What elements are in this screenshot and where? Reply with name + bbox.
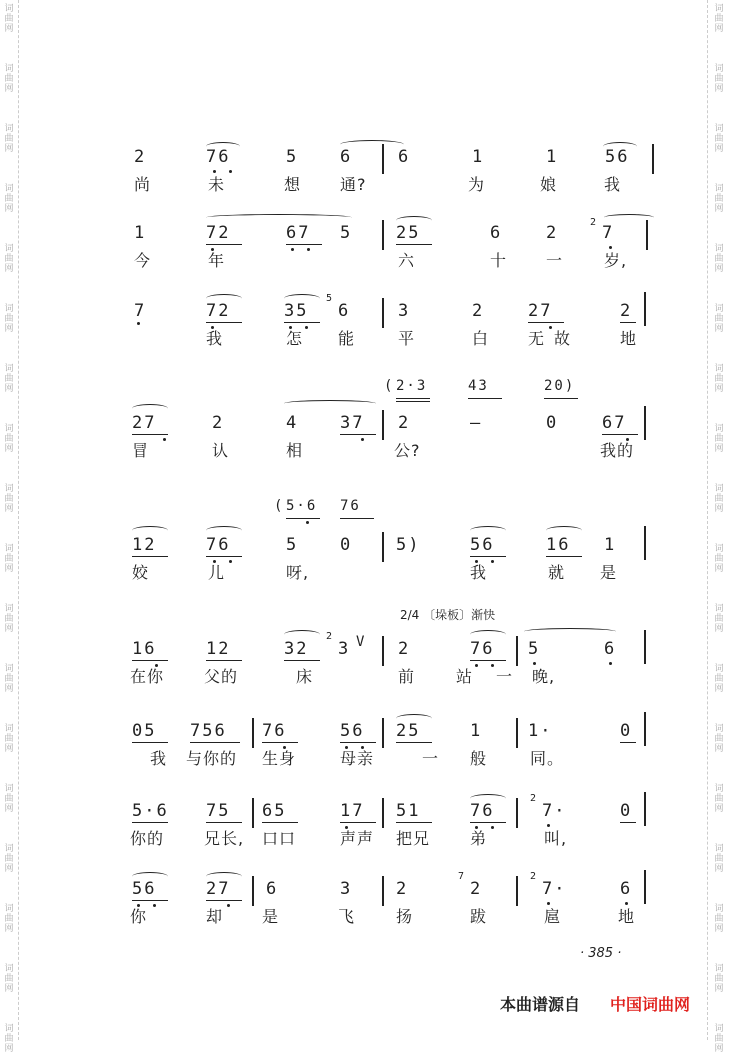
lyric: 怎 — [286, 329, 304, 348]
watermark-text: 词 曲 网 — [4, 604, 14, 634]
lyric: 扬 — [396, 907, 414, 926]
note: 25 — [396, 223, 421, 243]
lyric: 晚, — [532, 667, 556, 686]
note: 0 — [620, 721, 633, 741]
barline — [516, 718, 518, 748]
bracket-open: ( — [384, 378, 395, 394]
barline — [644, 792, 646, 826]
barline — [652, 144, 654, 174]
lyric: 扈 — [544, 907, 562, 926]
note: 1 — [134, 223, 147, 243]
note: 6 — [266, 879, 279, 899]
note: 2 — [396, 879, 409, 899]
lyric: 我 — [206, 329, 224, 348]
watermark-text: 词 曲 网 — [714, 604, 724, 634]
watermark-text: 词 曲 网 — [714, 724, 724, 754]
watermark-text: 词 曲 网 — [714, 4, 724, 34]
lyric: 呀, — [286, 563, 310, 582]
lyric: 我 — [470, 563, 488, 582]
bracket-open: ( — [274, 498, 285, 514]
watermark-text: 词 曲 网 — [714, 64, 724, 94]
lyric: 你的 — [130, 829, 165, 848]
note: 6 — [620, 879, 633, 899]
note: 5 — [528, 639, 541, 659]
lyric: 儿 — [208, 563, 226, 582]
watermark-text: 词 曲 网 — [4, 544, 14, 574]
note: 5 — [286, 147, 299, 167]
note: 3 — [338, 639, 351, 659]
note: 05 — [132, 721, 157, 741]
lyric: 未 — [208, 175, 226, 194]
barline — [252, 798, 254, 828]
watermark-text: 词 曲 网 — [714, 784, 724, 814]
note: 27 — [132, 413, 157, 433]
note: 0 — [340, 535, 353, 555]
watermark-text: 词 曲 网 — [4, 424, 14, 454]
watermark-text: 词 曲 网 — [4, 904, 14, 934]
note: 56 — [605, 147, 630, 167]
barline — [382, 636, 384, 666]
barline — [382, 532, 384, 562]
lyric: 一 — [422, 749, 440, 768]
lyric: 同。 — [530, 749, 565, 768]
watermark-text: 词 曲 网 — [4, 964, 14, 994]
lyric: 声声 — [340, 829, 375, 848]
note: 6 — [340, 147, 353, 167]
note: 1 — [470, 721, 483, 741]
note: 12 — [132, 535, 157, 555]
lyric: 你 — [130, 907, 148, 926]
note: 5 — [340, 223, 353, 243]
lyric: 弟 — [470, 829, 488, 848]
barline — [382, 410, 384, 440]
lyric: 我 — [150, 749, 168, 768]
lyric: 认 — [212, 441, 230, 460]
note: 16 — [132, 639, 157, 659]
note: 16 — [546, 535, 571, 555]
note: 4 — [286, 413, 299, 433]
lyric: 娘 — [540, 175, 558, 194]
watermark-text: 词 曲 网 — [714, 124, 724, 154]
note: 2 — [398, 413, 411, 433]
lyric: 六 — [398, 251, 416, 270]
lyric: 跋 — [470, 907, 488, 926]
note: 25 — [396, 721, 421, 741]
lyric: 无 — [528, 329, 546, 348]
lyric: 兄长, — [204, 829, 245, 848]
watermark-text: 词 曲 网 — [714, 1024, 724, 1054]
note: 67 — [286, 223, 311, 243]
lyric: 我 — [604, 175, 622, 194]
watermark-text: 词 曲 网 — [714, 184, 724, 214]
note: 76 — [470, 801, 495, 821]
note: 56 — [132, 879, 157, 899]
watermark-text: 词 曲 网 — [714, 484, 724, 514]
left-watermark-column — [0, 0, 19, 1054]
grace-note: 2 — [590, 217, 597, 228]
barline — [644, 630, 646, 664]
breath-mark: V — [356, 634, 367, 650]
barline — [252, 876, 254, 906]
barline — [644, 870, 646, 904]
note: 76 — [262, 721, 287, 741]
lyric: 母亲 — [340, 749, 375, 768]
note: 1 — [472, 147, 485, 167]
grace-note: 2 — [530, 793, 537, 804]
lyric: 地 — [618, 907, 636, 926]
note: 2 — [212, 413, 225, 433]
lyric: 是 — [600, 563, 618, 582]
watermark-text: 词 曲 网 — [714, 904, 724, 934]
watermark-text: 词 曲 网 — [4, 844, 14, 874]
note: 0 — [620, 801, 633, 821]
interlude-note: 20) — [544, 378, 576, 394]
note: 0 — [546, 413, 559, 433]
barline — [644, 712, 646, 746]
note: 12 — [206, 639, 231, 659]
right-watermark-column — [707, 0, 730, 1054]
lyric: 白 — [472, 329, 490, 348]
watermark-text: 词 曲 网 — [714, 364, 724, 394]
lyric: 我的 — [600, 441, 635, 460]
lyric: 父的 — [204, 667, 239, 686]
barline — [382, 220, 384, 250]
note: 3 — [398, 301, 411, 321]
barline — [516, 876, 518, 906]
lyric: 为 — [468, 175, 486, 194]
lyric: 站 — [456, 667, 474, 686]
lyric: 床 — [296, 667, 314, 686]
barline — [644, 526, 646, 560]
lyric: 今 — [134, 251, 152, 270]
barline — [382, 298, 384, 328]
note: 6 — [338, 301, 351, 321]
lyric: 平 — [398, 329, 416, 348]
note: 2 — [470, 879, 483, 899]
lyric: 公? — [394, 441, 421, 460]
watermark-text: 词 曲 网 — [714, 964, 724, 994]
note: 7· — [542, 801, 567, 821]
note: 72 — [206, 301, 231, 321]
interlude-note: 76 — [340, 498, 361, 514]
lyric: 就 — [548, 563, 566, 582]
note: 56 — [340, 721, 365, 741]
note: 3 — [340, 879, 353, 899]
source-label: 本曲谱源自 — [500, 995, 581, 1014]
watermark-text: 词 曲 网 — [4, 184, 14, 214]
note: 5·6 — [132, 801, 169, 821]
watermark-text: 词 曲 网 — [4, 64, 14, 94]
lyric: 一 — [546, 251, 564, 270]
barline — [644, 292, 646, 326]
watermark-text: 词 曲 网 — [4, 124, 14, 154]
note: 6 — [398, 147, 411, 167]
barline — [382, 798, 384, 828]
lyric: 岁, — [604, 251, 628, 270]
lyric: 却 — [206, 907, 224, 926]
interlude-note: 5·6 — [286, 498, 318, 514]
lyric: 与你的 — [186, 749, 238, 768]
grace-note: 2 — [530, 871, 537, 882]
lyric: 年 — [208, 251, 226, 270]
watermark-text: 词 曲 网 — [714, 424, 724, 454]
note: 6 — [490, 223, 503, 243]
interlude-note: 43 — [468, 378, 489, 394]
lyric: 通? — [340, 175, 367, 194]
lyric: 想 — [284, 175, 302, 194]
meter-marking: 2/4 〔垛板〕渐快 — [400, 608, 496, 622]
lyric: 一 — [496, 667, 514, 686]
page-number: · 385 · — [580, 946, 622, 961]
lyric: 把兄 — [396, 829, 431, 848]
grace-note: 5 — [326, 293, 333, 304]
note: 2 — [398, 639, 411, 659]
lyric: 尚 — [134, 175, 152, 194]
note: 5 — [286, 535, 299, 555]
barline — [382, 876, 384, 906]
note: 35 — [284, 301, 309, 321]
watermark-text: 词 曲 网 — [4, 484, 14, 514]
note: 2 — [620, 301, 633, 321]
note: 27 — [206, 879, 231, 899]
barline — [252, 718, 254, 748]
note: 1 — [604, 535, 617, 555]
note: 7 — [602, 223, 615, 243]
watermark-text: 词 曲 网 — [4, 784, 14, 814]
watermark-text: 词 曲 网 — [4, 4, 14, 34]
barline — [644, 406, 646, 440]
note: 6 — [604, 639, 617, 659]
note: 56 — [470, 535, 495, 555]
lyric: 故 — [554, 329, 572, 348]
interlude-note: 2·3 — [396, 378, 428, 394]
note: 7 — [134, 301, 147, 321]
watermark-text: 词 曲 网 — [714, 544, 724, 574]
note: 67 — [602, 413, 627, 433]
lyric: 冒 — [132, 441, 150, 460]
note: 2 — [134, 147, 147, 167]
note: 756 — [190, 721, 227, 741]
watermark-text: 词 曲 网 — [4, 1024, 14, 1054]
note: 65 — [262, 801, 287, 821]
grace-note: 2 — [326, 631, 333, 642]
note: 27 — [528, 301, 553, 321]
watermark-text: 词 曲 网 — [714, 664, 724, 694]
note: 17 — [340, 801, 365, 821]
lyric: 姣 — [132, 563, 150, 582]
lyric: 般 — [470, 749, 488, 768]
source-site-link[interactable]: 中国词曲网 — [610, 995, 691, 1014]
watermark-text: 词 曲 网 — [4, 304, 14, 334]
note: 7· — [542, 879, 567, 899]
lyric: 是 — [262, 907, 280, 926]
lyric: 十 — [490, 251, 508, 270]
note: — — [470, 413, 483, 433]
lyric: 叫, — [544, 829, 568, 848]
watermark-text: 词 曲 网 — [714, 244, 724, 274]
note: 76 — [206, 147, 231, 167]
note: 75 — [206, 801, 231, 821]
note: 5) — [396, 535, 421, 555]
note: 37 — [340, 413, 365, 433]
lyric: 生身 — [262, 749, 297, 768]
barline — [382, 144, 384, 174]
lyric: 口口 — [262, 829, 297, 848]
note: 2 — [546, 223, 559, 243]
watermark-text: 词 曲 网 — [4, 244, 14, 274]
note: 76 — [470, 639, 495, 659]
lyric: 飞 — [338, 907, 356, 926]
lyric: 相 — [286, 441, 304, 460]
watermark-text: 词 曲 网 — [714, 304, 724, 334]
barline — [382, 718, 384, 748]
grace-note: 7 — [458, 871, 465, 882]
note: 1· — [528, 721, 553, 741]
lyric: 能 — [338, 329, 356, 348]
watermark-text: 词 曲 网 — [4, 724, 14, 754]
note: 2 — [472, 301, 485, 321]
barline — [646, 220, 648, 250]
lyric: 前 — [398, 667, 416, 686]
barline — [516, 798, 518, 828]
note: 72 — [206, 223, 231, 243]
lyric: 地 — [620, 329, 638, 348]
barline — [516, 636, 518, 666]
note: 32 — [284, 639, 309, 659]
watermark-text: 词 曲 网 — [4, 664, 14, 694]
note: 1 — [546, 147, 559, 167]
watermark-text: 词 曲 网 — [4, 364, 14, 394]
note: 51 — [396, 801, 421, 821]
lyric: 在你 — [130, 667, 165, 686]
note: 76 — [206, 535, 231, 555]
watermark-text: 词 曲 网 — [714, 844, 724, 874]
